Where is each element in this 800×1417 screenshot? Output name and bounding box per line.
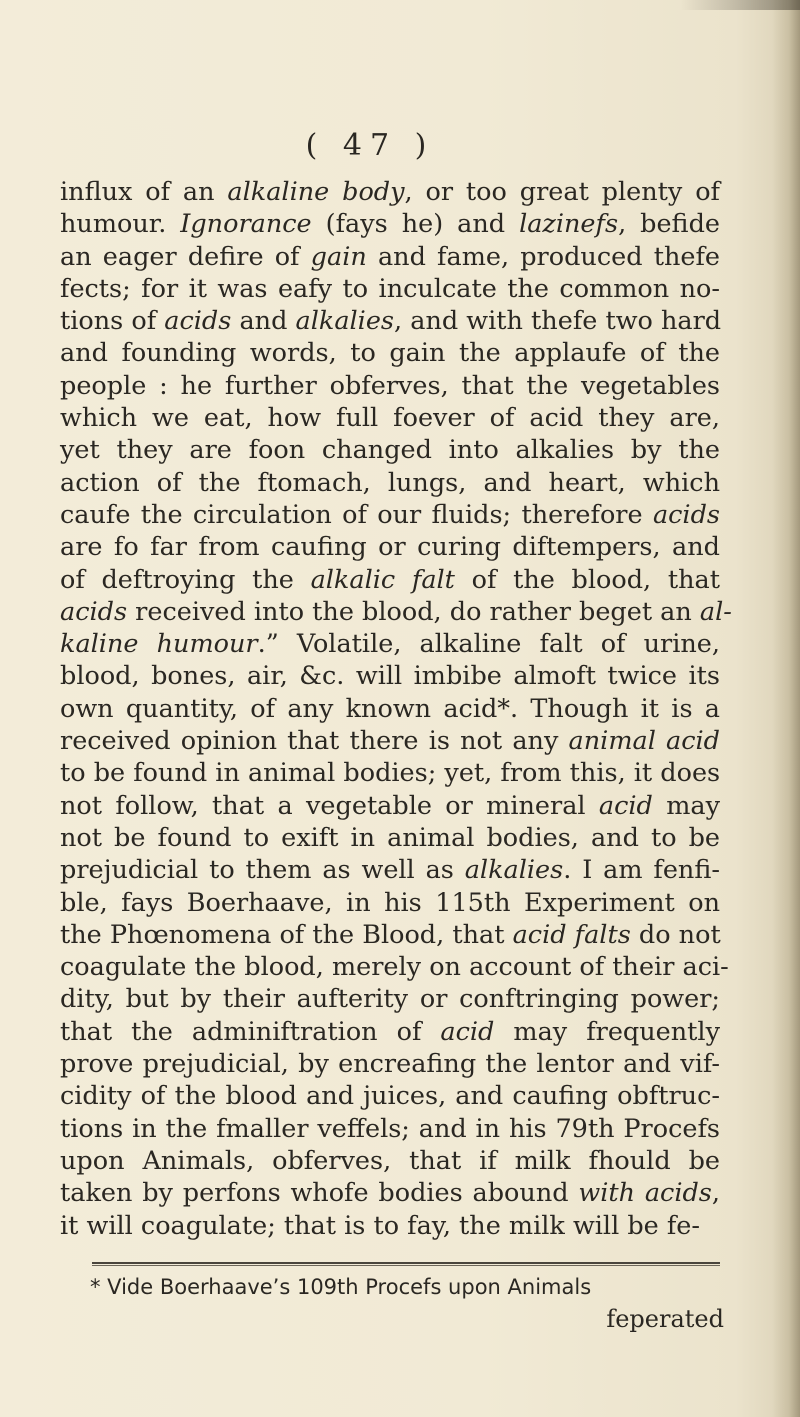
text-line — [60, 1080, 720, 1112]
line-text: people : he further obferves, that the vegetables — [60, 370, 720, 401]
text-line — [60, 370, 720, 402]
text-line — [60, 434, 720, 466]
footnote — [90, 1272, 724, 1302]
line-text: prejudicial to them as well as — [60, 855, 465, 886]
page-number: ( 47 ) — [305, 128, 435, 163]
italic-text: acid falts — [512, 919, 631, 950]
line-text: not be found to exift in animal bodies, and to be — [60, 822, 720, 853]
line-text: and fame, produced thefe — [366, 241, 720, 272]
text-line — [60, 337, 720, 369]
italic-text: acids — [60, 596, 128, 627]
line-text: are fo far from caufing or curing diftempers, and — [60, 532, 720, 563]
text-line — [60, 790, 720, 822]
page-edge-shadow — [772, 0, 800, 1417]
line-text: not follow, that a vegetable or mineral — [60, 790, 599, 821]
footnote-rule — [92, 1262, 720, 1264]
line-text: humour. — [60, 209, 181, 240]
line-text: and — [231, 306, 296, 337]
text-line — [60, 531, 720, 563]
line-text: do not — [630, 919, 721, 950]
footnote-text: * Vide Boerhaave’s 109th Procefs upon Animals — [90, 1275, 592, 1299]
page-corner-shadow — [680, 0, 800, 10]
italic-text: Ignorance — [180, 209, 312, 240]
text-line — [60, 1113, 720, 1145]
catchword: feperated — [606, 1305, 724, 1333]
text-line — [60, 725, 720, 757]
italic-text: animal acid — [568, 726, 721, 757]
line-text: received opinion that there is not any — [60, 726, 569, 757]
italic-text: lazinefs — [519, 209, 619, 240]
italic-text: acids — [164, 306, 232, 337]
line-text: dity, but by their aufterity or conftringing power; — [60, 984, 720, 1015]
line-text: caufe the circulation of our fluids; therefore — [60, 499, 653, 530]
line-text: , or too great plenty of — [404, 177, 720, 207]
text-line — [60, 1048, 720, 1080]
text-line — [60, 951, 729, 983]
italic-text: acid — [598, 790, 653, 821]
text-line — [60, 305, 720, 337]
line-text: an eager defire of — [60, 241, 311, 272]
line-text: ble, fays Boerhaave, in his 115th Experiment on — [60, 887, 720, 918]
line-text: of deftroying the — [60, 564, 311, 595]
italic-text: gain — [310, 241, 367, 272]
text-line — [60, 822, 720, 854]
line-text: the Phœnomena of the Blood, that — [60, 919, 513, 950]
line-text: action of the ftomach, lungs, and heart, which — [60, 467, 720, 498]
text-line — [60, 241, 720, 273]
line-text: own quantity, of any known acid*. Though it is a — [60, 693, 720, 724]
line-text: , and with thefe two hard — [394, 306, 722, 337]
text-line — [60, 854, 720, 886]
text-line — [60, 1145, 720, 1177]
text-line — [60, 1210, 720, 1242]
line-text: coagulate the blood, merely on account of their aci- — [60, 952, 729, 983]
italic-text: kaline humour — [60, 629, 258, 660]
line-text: tions in the fmaller veffels; and in his 79th Procefs — [60, 1113, 720, 1144]
text-line — [60, 983, 720, 1015]
line-text: (fays he) and — [311, 209, 520, 240]
line-text: which we eat, how full foever of acid they are, — [60, 403, 720, 434]
italic-text: acid — [440, 1016, 495, 1047]
text-line — [60, 660, 720, 692]
line-text: may — [652, 790, 720, 821]
text-line — [60, 628, 720, 660]
line-text: cidity of the blood and juices, and caufing obftruc- — [60, 1081, 720, 1112]
text-line — [60, 693, 720, 725]
line-text: that the adminiftration of — [60, 1016, 441, 1047]
text-line — [60, 402, 720, 434]
line-text: tions of — [60, 306, 165, 337]
italic-text: alkalies — [295, 306, 395, 337]
line-text: , befide — [618, 209, 720, 240]
line-text: received into the blood, do rather beget an — [127, 596, 700, 627]
text-line — [60, 887, 720, 919]
text-line — [60, 467, 720, 499]
text-line — [60, 499, 720, 531]
text-line — [60, 1177, 720, 1209]
text-line — [60, 564, 720, 596]
line-text: of the blood, that — [454, 564, 720, 595]
line-text: upon Animals, obferves, that if milk fhould be — [60, 1145, 720, 1176]
line-text: it will coagulate; that is to fay, the milk will be fe- — [60, 1210, 701, 1241]
text-line — [60, 757, 720, 789]
italic-text: alkaline body — [227, 177, 405, 207]
text-line — [60, 273, 720, 305]
line-text: blood, bones, air, &c. will imbibe almoft twice its — [60, 661, 720, 692]
footnote-rule-thin — [92, 1265, 720, 1266]
line-text: may frequently — [494, 1016, 720, 1047]
line-text: yet they are foon changed into alkalies by the — [60, 435, 720, 466]
line-text: .” Volatile, alkaline falt of urine, — [257, 629, 720, 660]
line-text: fects; for it was eafy to inculcate the common no- — [60, 273, 720, 304]
body-text — [60, 176, 732, 1242]
italic-text: al- — [699, 596, 732, 627]
line-text: taken by perfons whofe bodies abound — [60, 1178, 579, 1209]
italic-text: with acids — [578, 1178, 712, 1209]
line-text: influx of an — [60, 177, 228, 207]
line-text: . I am fenfi- — [563, 855, 720, 886]
line-text: , — [711, 1178, 720, 1209]
line-text: and founding words, to gain the applaufe of the — [60, 338, 720, 369]
line-text: prove prejudicial, by encreafing the lentor and vif- — [60, 1049, 720, 1080]
text-line — [60, 596, 732, 628]
italic-text: alkalic falt — [310, 564, 455, 595]
italic-text: acids — [652, 499, 720, 530]
text-line — [60, 1016, 720, 1048]
line-text: to be found in animal bodies; yet, from this, it does — [60, 758, 721, 789]
text-line — [60, 208, 720, 240]
text-line — [60, 919, 720, 951]
italic-text: alkalies — [464, 855, 564, 886]
text-line — [60, 176, 720, 208]
